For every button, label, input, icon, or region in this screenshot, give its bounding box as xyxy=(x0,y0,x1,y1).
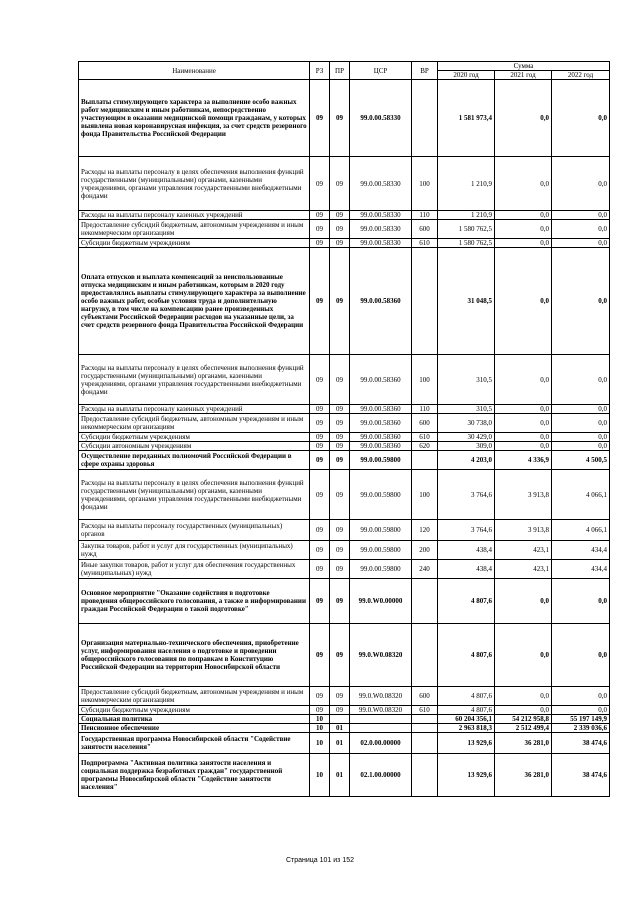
cell-vr: 610 xyxy=(412,706,438,715)
cell-2020: 2 963 818,3 xyxy=(438,724,495,733)
cell-2021: 0,0 xyxy=(495,579,552,624)
cell-2021: 3 913,8 xyxy=(495,520,552,541)
cell-2022: 434,4 xyxy=(552,541,610,560)
cell-rz: 09 xyxy=(310,442,330,451)
header-csr: ЦСР xyxy=(350,62,412,80)
table-row xyxy=(79,541,610,560)
cell-name: Оплата отпусков и выплата компенсаций за неиспользованные отпуска медицинским и иным работникам, которым в 2020 году предоставлялись выплаты стимулирующего характера за выполнение особо важных работ, особые условия труда и дополнительную нагрузку, в том числе на компенсацию ранее произведенных субъектами Российской Федерации расходов на указанные цели, за счет средств резервного фонда Правительства Российской Федерации xyxy=(79,248,310,355)
table-row xyxy=(79,442,610,451)
cell-rz: 09 xyxy=(310,541,330,560)
cell-rz: 09 xyxy=(310,157,330,211)
cell-vr xyxy=(412,754,438,797)
cell-name: Расходы на выплаты персоналу казенных учреждений xyxy=(79,211,310,220)
cell-csr: 99.0.W0.08320 xyxy=(350,624,412,687)
cell-vr xyxy=(412,624,438,687)
cell-csr: 99.0.00.59800 xyxy=(350,560,412,579)
cell-2022: 0,0 xyxy=(552,355,610,405)
cell-name: Предоставление субсидий бюджетным, автономным учреждениям и иным некоммерческим организациям xyxy=(79,687,310,706)
table-row xyxy=(79,220,610,239)
header-sum: Сумма xyxy=(438,62,610,71)
header-year-2022: 2022 год xyxy=(552,71,610,80)
table-row xyxy=(79,724,610,733)
table-row xyxy=(79,80,610,157)
cell-rz: 09 xyxy=(310,211,330,220)
cell-2022: 0,0 xyxy=(552,414,610,433)
cell-name: Расходы на выплаты персоналу в целях обеспечения выполнения функций государственными (муниципальными) органами, казенными учреждениями, органами управления государственными внебюджетными фондами xyxy=(79,470,310,520)
cell-2021: 2 512 499,4 xyxy=(495,724,552,733)
cell-rz: 09 xyxy=(310,470,330,520)
table-row xyxy=(79,157,610,211)
table-body xyxy=(79,80,610,797)
cell-pr: 09 xyxy=(330,211,350,220)
cell-vr: 600 xyxy=(412,687,438,706)
cell-rz: 09 xyxy=(310,414,330,433)
table-row xyxy=(79,470,610,520)
cell-2020: 309,0 xyxy=(438,442,495,451)
cell-2020: 13 929,6 xyxy=(438,754,495,797)
cell-csr: 99.0.00.58330 xyxy=(350,239,412,248)
cell-2022: 0,0 xyxy=(552,405,610,414)
cell-pr: 01 xyxy=(330,754,350,797)
cell-2022: 0,0 xyxy=(552,624,610,687)
cell-2020: 30 429,0 xyxy=(438,433,495,442)
cell-2020: 3 764,6 xyxy=(438,470,495,520)
cell-pr: 09 xyxy=(330,579,350,624)
cell-2022: 38 474,6 xyxy=(552,733,610,754)
cell-pr: 09 xyxy=(330,541,350,560)
cell-csr: 02.0.00.00000 xyxy=(350,733,412,754)
cell-pr: 09 xyxy=(330,355,350,405)
cell-2021: 0,0 xyxy=(495,220,552,239)
cell-name: Субсидии автономным учреждениям xyxy=(79,442,310,451)
table-row xyxy=(79,405,610,414)
cell-2020: 4 807,6 xyxy=(438,579,495,624)
cell-pr: 01 xyxy=(330,724,350,733)
table-row xyxy=(79,624,610,687)
cell-csr: 99.0.00.58360 xyxy=(350,355,412,405)
cell-pr: 09 xyxy=(330,451,350,470)
cell-csr: 99.0.00.58330 xyxy=(350,80,412,157)
cell-2022: 0,0 xyxy=(552,442,610,451)
cell-rz: 09 xyxy=(310,239,330,248)
cell-name: Выплаты стимулирующего характера за выполнение особо важных работ медицинским и иным работникам, непосредственно участвующим в оказании медицинской помощи гражданам, у которых выявлена новая коронавирусная инфекция, за счет средств резервного фонда Правительства Российской Федерации xyxy=(79,80,310,157)
cell-2021: 36 281,0 xyxy=(495,733,552,754)
cell-vr xyxy=(412,733,438,754)
cell-2021: 0,0 xyxy=(495,442,552,451)
cell-pr: 09 xyxy=(330,414,350,433)
page-number: Страница 101 из 152 xyxy=(285,857,355,864)
cell-name: Подпрограмма "Активная политика занятости населения и социальная поддержка безработных граждан" государственной программы Новосибирской области "Содействие занятости населения" xyxy=(79,754,310,797)
cell-rz: 10 xyxy=(310,724,330,733)
cell-vr: 600 xyxy=(412,220,438,239)
cell-2022: 2 339 036,6 xyxy=(552,724,610,733)
table-header xyxy=(79,62,610,80)
cell-2021: 0,0 xyxy=(495,624,552,687)
table-row xyxy=(79,239,610,248)
cell-2022: 0,0 xyxy=(552,687,610,706)
cell-2022: 4 500,5 xyxy=(552,451,610,470)
cell-2020: 31 048,5 xyxy=(438,248,495,355)
cell-2021: 0,0 xyxy=(495,355,552,405)
cell-vr: 600 xyxy=(412,414,438,433)
cell-csr: 99.0.00.58360 xyxy=(350,405,412,414)
cell-2020: 4 807,6 xyxy=(438,687,495,706)
cell-2022: 434,4 xyxy=(552,560,610,579)
table-row xyxy=(79,687,610,706)
cell-name: Предоставление субсидий бюджетным, автономным учреждениям и иным некоммерческим организациям xyxy=(79,414,310,433)
cell-2020: 4 203,0 xyxy=(438,451,495,470)
cell-vr xyxy=(412,248,438,355)
cell-2022: 4 066,1 xyxy=(552,520,610,541)
cell-2020: 13 929,6 xyxy=(438,733,495,754)
table-row xyxy=(79,433,610,442)
cell-pr: 09 xyxy=(330,624,350,687)
cell-pr: 09 xyxy=(330,405,350,414)
cell-2022: 0,0 xyxy=(552,157,610,211)
cell-vr xyxy=(412,579,438,624)
cell-rz: 09 xyxy=(310,405,330,414)
cell-vr: 610 xyxy=(412,239,438,248)
cell-rz: 09 xyxy=(310,451,330,470)
budget-table xyxy=(78,61,610,797)
cell-2020: 4 807,6 xyxy=(438,706,495,715)
header-year-2021: 2021 год xyxy=(495,71,552,80)
cell-2021: 0,0 xyxy=(495,706,552,715)
cell-2021: 0,0 xyxy=(495,211,552,220)
cell-2020: 4 807,6 xyxy=(438,624,495,687)
cell-rz: 09 xyxy=(310,355,330,405)
cell-2021: 0,0 xyxy=(495,239,552,248)
cell-rz: 09 xyxy=(310,80,330,157)
cell-csr: 99.0.W0.08320 xyxy=(350,687,412,706)
cell-csr: 99.0.00.58360 xyxy=(350,433,412,442)
cell-2021: 0,0 xyxy=(495,414,552,433)
cell-rz: 09 xyxy=(310,624,330,687)
table-row xyxy=(79,560,610,579)
cell-name: Закупка товаров, работ и услуг для государственных (муниципальных) нужд xyxy=(79,541,310,560)
cell-2020: 1 581 973,4 xyxy=(438,80,495,157)
cell-2022: 0,0 xyxy=(552,579,610,624)
cell-rz: 10 xyxy=(310,733,330,754)
cell-name: Основное мероприятие "Оказание содействия в подготовке проведения общероссийского голосования, а также в информировании граждан Российской Федерации о такой подготовке" xyxy=(79,579,310,624)
cell-2021: 0,0 xyxy=(495,433,552,442)
cell-csr xyxy=(350,724,412,733)
table-row xyxy=(79,414,610,433)
cell-2022: 0,0 xyxy=(552,433,610,442)
cell-2020: 1 580 762,5 xyxy=(438,239,495,248)
cell-csr: 99.0.00.59800 xyxy=(350,470,412,520)
cell-2022: 38 474,6 xyxy=(552,754,610,797)
cell-rz: 09 xyxy=(310,706,330,715)
cell-rz: 09 xyxy=(310,520,330,541)
header-name: Наименование xyxy=(79,62,310,80)
cell-csr: 99.0.00.58360 xyxy=(350,442,412,451)
cell-pr: 09 xyxy=(330,248,350,355)
cell-csr: 99.0.W0.00000 xyxy=(350,579,412,624)
cell-csr: 99.0.00.58360 xyxy=(350,414,412,433)
cell-name: Государственная программа Новосибирской области "Содействие занятости населения" xyxy=(79,733,310,754)
cell-2020: 1 580 762,5 xyxy=(438,220,495,239)
cell-2020: 1 210,9 xyxy=(438,157,495,211)
table-row xyxy=(79,754,610,797)
cell-name: Субсидии бюджетным учреждениям xyxy=(79,433,310,442)
cell-rz: 10 xyxy=(310,715,330,724)
cell-pr: 09 xyxy=(330,706,350,715)
cell-2021: 0,0 xyxy=(495,248,552,355)
cell-vr: 100 xyxy=(412,157,438,211)
cell-csr: 02.1.00.00000 xyxy=(350,754,412,797)
cell-name: Расходы на выплаты персоналу в целях обеспечения выполнения функций государственными (муниципальными) органами, казенными учреждениями, органами управления государственными внебюджетными фондами xyxy=(79,157,310,211)
cell-2021: 423,1 xyxy=(495,560,552,579)
cell-name: Осуществление переданных полномочий Российской Федерации в сфере охраны здоровья xyxy=(79,451,310,470)
table-row xyxy=(79,451,610,470)
cell-name: Субсидии бюджетным учреждениям xyxy=(79,239,310,248)
table-row xyxy=(79,248,610,355)
cell-pr: 09 xyxy=(330,442,350,451)
cell-2020: 60 204 356,1 xyxy=(438,715,495,724)
cell-rz: 09 xyxy=(310,687,330,706)
header-year-2020: 2020 год xyxy=(438,71,495,80)
header-vr: ВР xyxy=(412,62,438,80)
cell-csr: 99.0.00.58330 xyxy=(350,220,412,239)
cell-vr: 620 xyxy=(412,442,438,451)
table-row xyxy=(79,733,610,754)
cell-2020: 438,4 xyxy=(438,560,495,579)
cell-2021: 0,0 xyxy=(495,405,552,414)
cell-pr: 09 xyxy=(330,220,350,239)
cell-2022: 0,0 xyxy=(552,80,610,157)
cell-2022: 0,0 xyxy=(552,706,610,715)
cell-2020: 438,4 xyxy=(438,541,495,560)
cell-pr: 09 xyxy=(330,687,350,706)
cell-2022: 0,0 xyxy=(552,211,610,220)
cell-vr: 110 xyxy=(412,211,438,220)
table-row xyxy=(79,520,610,541)
cell-pr: 09 xyxy=(330,433,350,442)
cell-rz: 10 xyxy=(310,754,330,797)
cell-csr: 99.0.00.59800 xyxy=(350,451,412,470)
cell-pr xyxy=(330,715,350,724)
cell-rz: 09 xyxy=(310,433,330,442)
cell-pr: 09 xyxy=(330,560,350,579)
cell-2021: 4 336,9 xyxy=(495,451,552,470)
cell-name: Организация материально-технического обеспечения, приобретение услуг, информирования населения о подготовке и проведении общероссийского голосования по поправкам в Конституцию Российской Федерации на территории Новосибирской области xyxy=(79,624,310,687)
cell-vr: 610 xyxy=(412,433,438,442)
cell-2021: 36 281,0 xyxy=(495,754,552,797)
cell-2022: 55 197 149,9 xyxy=(552,715,610,724)
cell-csr xyxy=(350,715,412,724)
cell-rz: 09 xyxy=(310,248,330,355)
cell-rz: 09 xyxy=(310,579,330,624)
table-row xyxy=(79,715,610,724)
cell-2022: 4 066,1 xyxy=(552,470,610,520)
cell-2021: 3 913,8 xyxy=(495,470,552,520)
cell-vr xyxy=(412,80,438,157)
cell-vr: 200 xyxy=(412,541,438,560)
cell-2021: 0,0 xyxy=(495,80,552,157)
cell-2021: 0,0 xyxy=(495,157,552,211)
cell-pr: 01 xyxy=(330,733,350,754)
cell-csr: 99.0.00.58360 xyxy=(350,248,412,355)
cell-vr: 100 xyxy=(412,470,438,520)
cell-vr xyxy=(412,451,438,470)
header-pr: ПР xyxy=(330,62,350,80)
cell-name: Расходы на выплаты персоналу государственных (муниципальных) органов xyxy=(79,520,310,541)
budget-sheet xyxy=(78,61,609,797)
header-rz: РЗ xyxy=(310,62,330,80)
cell-csr: 99.0.00.58330 xyxy=(350,157,412,211)
cell-2020: 310,5 xyxy=(438,405,495,414)
cell-vr: 120 xyxy=(412,520,438,541)
cell-name: Пенсионное обеспечение xyxy=(79,724,310,733)
cell-vr xyxy=(412,724,438,733)
cell-rz: 09 xyxy=(310,560,330,579)
table-row xyxy=(79,355,610,405)
cell-2020: 30 738,0 xyxy=(438,414,495,433)
cell-2021: 423,1 xyxy=(495,541,552,560)
cell-vr xyxy=(412,715,438,724)
cell-name: Предоставление субсидий бюджетным, автономным учреждениям и иным некоммерческим организациям xyxy=(79,220,310,239)
cell-pr: 09 xyxy=(330,239,350,248)
cell-2020: 3 764,6 xyxy=(438,520,495,541)
cell-name: Субсидии бюджетным учреждениям xyxy=(79,706,310,715)
cell-vr: 240 xyxy=(412,560,438,579)
cell-name: Расходы на выплаты персоналу в целях обеспечения выполнения функций государственными (муниципальными) органами, казенными учреждениями, органами управления государственными внебюджетными фондами xyxy=(79,355,310,405)
table-row xyxy=(79,579,610,624)
table-row xyxy=(79,211,610,220)
cell-2021: 0,0 xyxy=(495,687,552,706)
cell-csr: 99.0.00.58330 xyxy=(350,211,412,220)
cell-2020: 310,5 xyxy=(438,355,495,405)
cell-2022: 0,0 xyxy=(552,239,610,248)
cell-pr: 09 xyxy=(330,157,350,211)
cell-name: Иные закупки товаров, работ и услуг для обеспечения государственных (муниципальных) нужд xyxy=(79,560,310,579)
cell-pr: 09 xyxy=(330,80,350,157)
cell-name: Расходы на выплаты персоналу казенных учреждений xyxy=(79,405,310,414)
cell-csr: 99.0.00.59800 xyxy=(350,520,412,541)
cell-2022: 0,0 xyxy=(552,220,610,239)
cell-pr: 09 xyxy=(330,520,350,541)
cell-2020: 1 210,9 xyxy=(438,211,495,220)
cell-rz: 09 xyxy=(310,220,330,239)
cell-name: Социальная политика xyxy=(79,715,310,724)
cell-pr: 09 xyxy=(330,470,350,520)
cell-2021: 54 212 958,8 xyxy=(495,715,552,724)
cell-vr: 110 xyxy=(412,405,438,414)
table-row xyxy=(79,706,610,715)
cell-csr: 99.0.W0.08320 xyxy=(350,706,412,715)
cell-2022: 0,0 xyxy=(552,248,610,355)
cell-csr: 99.0.00.59800 xyxy=(350,541,412,560)
cell-vr: 100 xyxy=(412,355,438,405)
